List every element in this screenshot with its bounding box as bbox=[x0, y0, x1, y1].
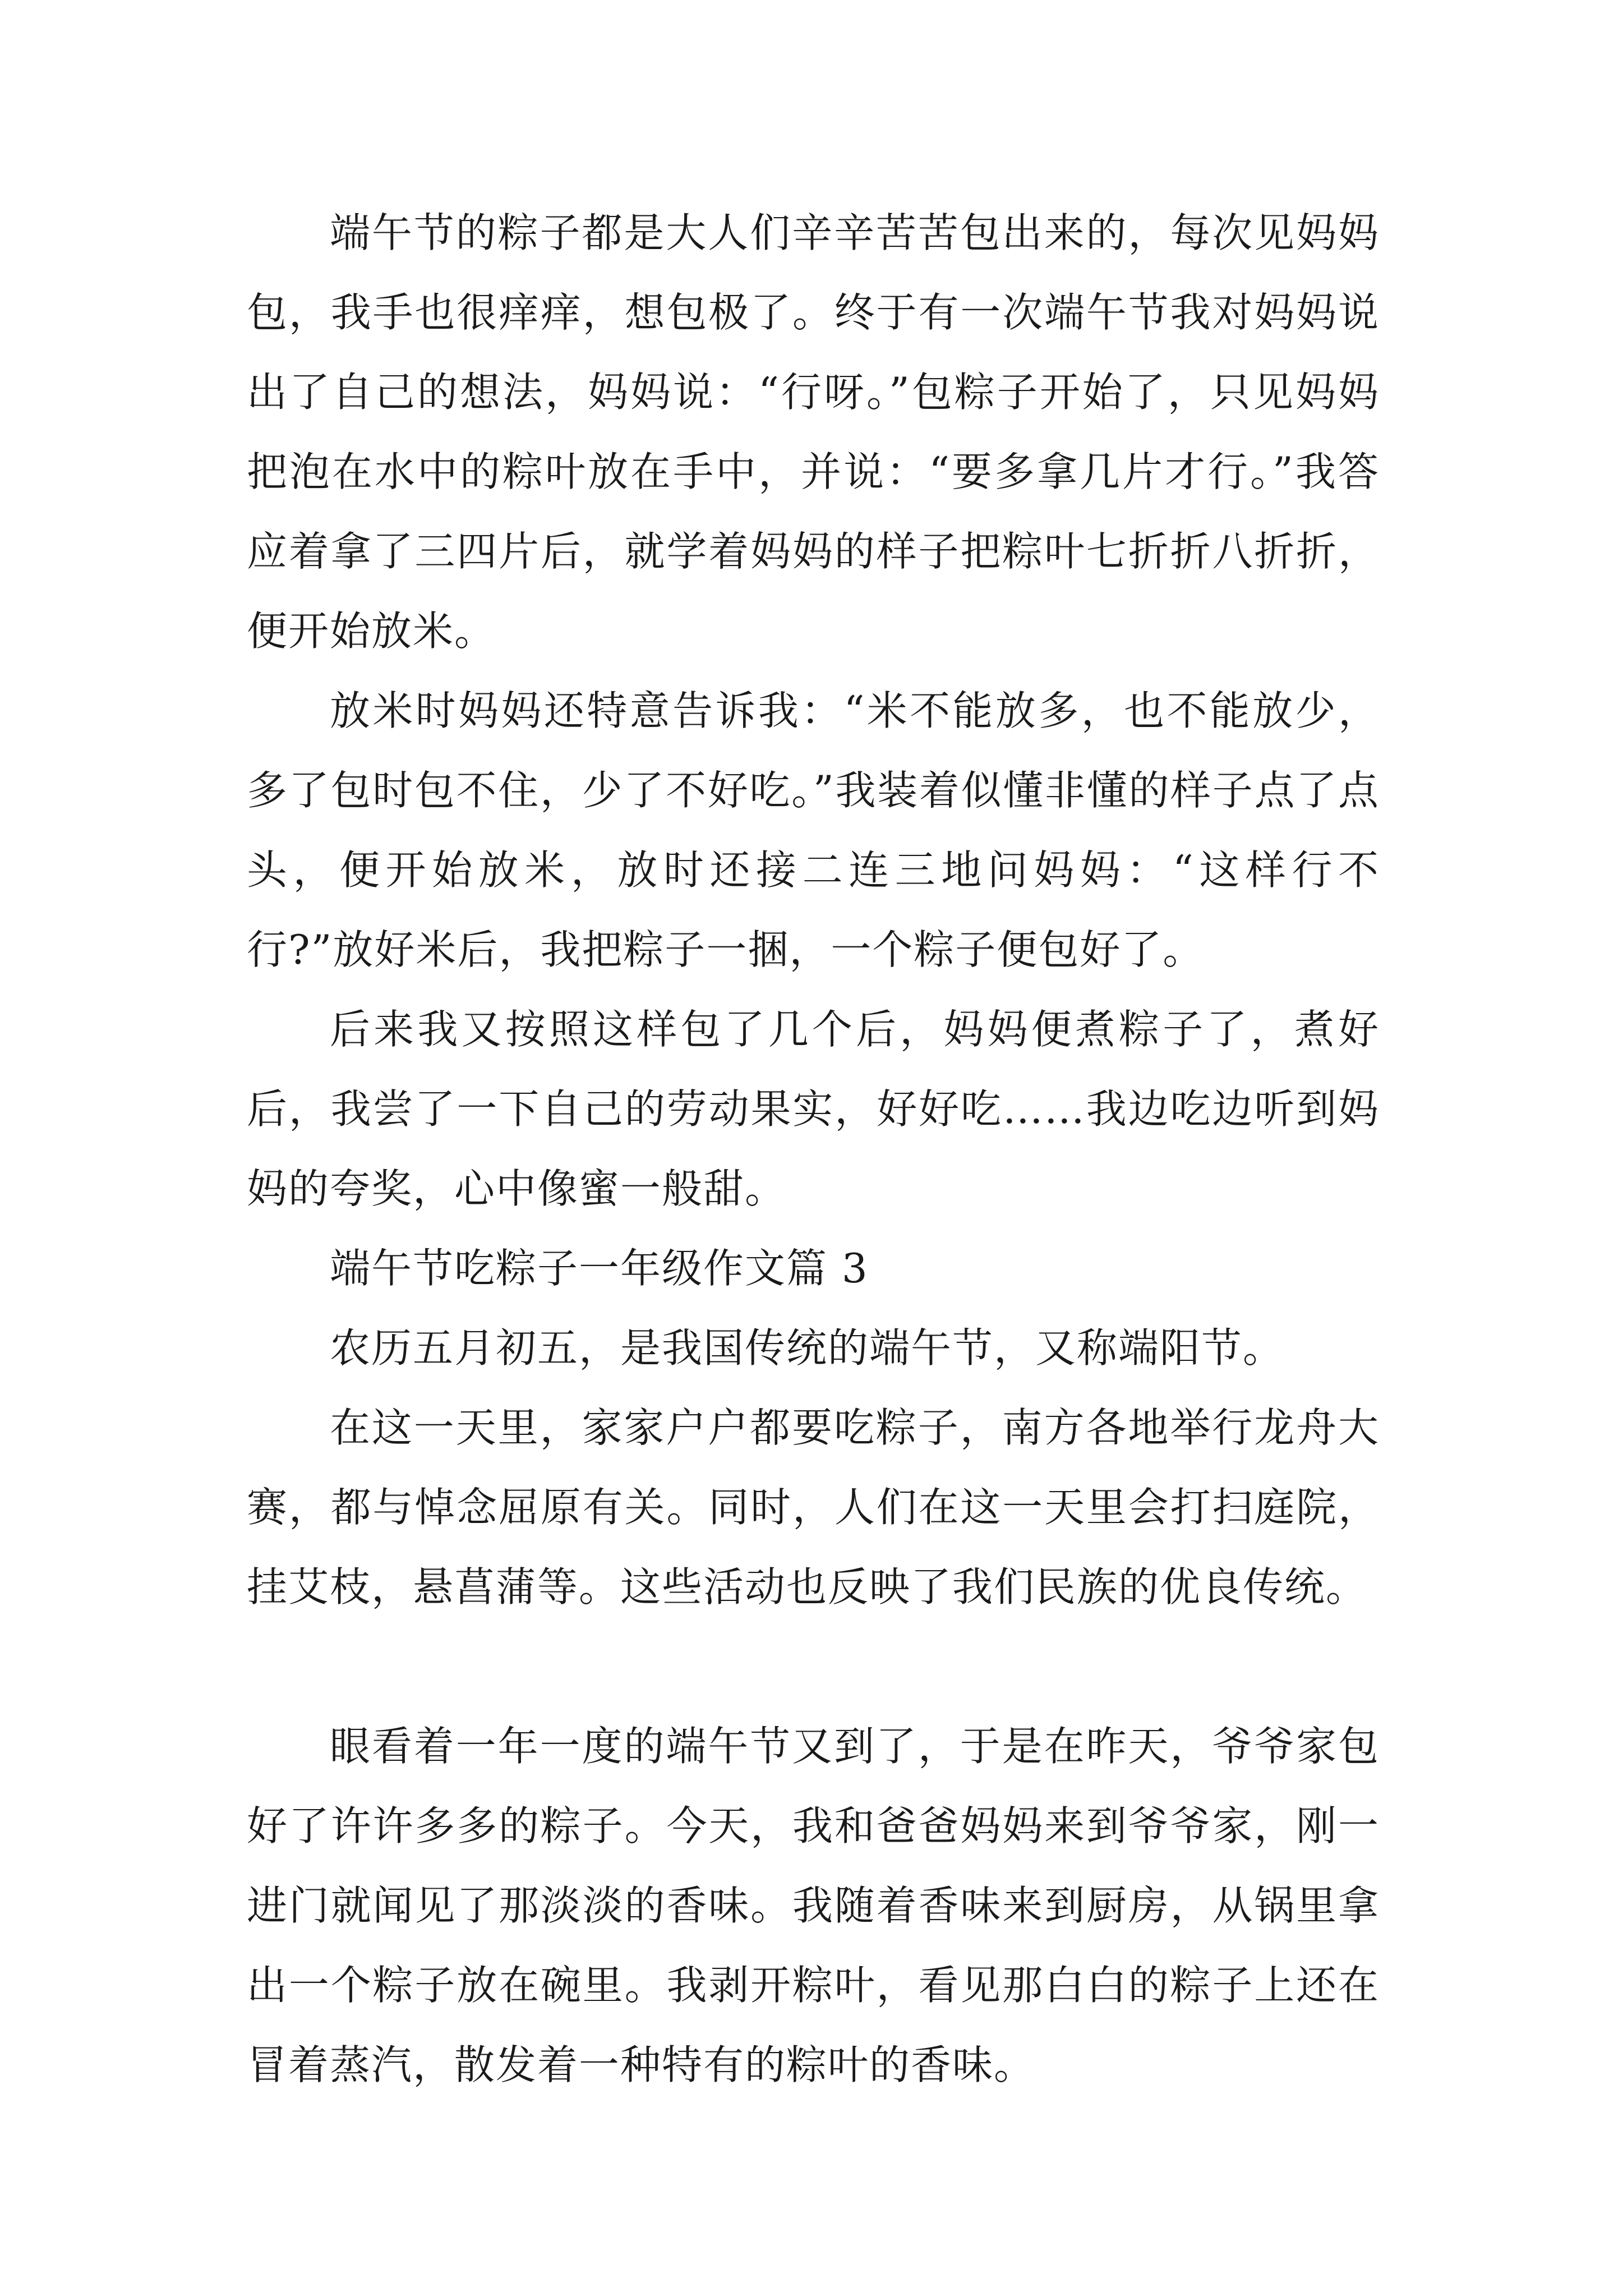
paragraph-3: 后来我又按照这样包了几个后，妈妈便煮粽子了，煮好后，我尝了一下自己的劳动果实，好好吃……我边吃边听到妈妈的夸奖，心中像蜜一般甜。 bbox=[247, 1006, 1380, 1212]
section-heading: 端午节吃粽子一年级作文篇 3 bbox=[330, 1245, 869, 1292]
paragraph-4: 农历五月初五，是我国传统的端午节，又称端阳节。 bbox=[330, 1324, 1285, 1372]
paragraph-2: 放米时妈妈还特意告诉我：“米不能放多，也不能放少，多了包时包不住，少了不好吃。”我装着似懂非懂的样子点了点头，便开始放米，放时还接二连三地问妈妈：“这样行不行?”放好米后，我把粽子一捆，一个粽子便包好了。 bbox=[247, 687, 1380, 973]
paragraph-1: 端午节的粽子都是大人们辛辛苦苦包出来的，每次见妈妈包，我手也很痒痒，想包极了。终于有一次端午节我对妈妈说出了自己的想法，妈妈说：“行呀。”包粽子开始了，只见妈妈把泡在水中的粽叶放在手中，并说：“要多拿几片才行。”我答应着拿了三四片后，就学着妈妈的样子把粽叶七折折八折折，便开始放米。 bbox=[247, 209, 1380, 655]
paragraph-5: 在这一天里，家家户户都要吃粽子，南方各地举行龙舟大赛，都与悼念屈原有关。同时，人们在这一天里会打扫庭院，挂艾枝，悬菖蒲等。这些活动也反映了我们民族的优良传统。 bbox=[247, 1404, 1380, 1611]
paragraph-6: 眼看着一年一度的端午节又到了，于是在昨天，爷爷家包好了许许多多的粽子。今天，我和爸爸妈妈来到爷爷家，刚一进门就闻见了那淡淡的香味。我随着香味来到厨房，从锅里拿出一个粽子放在碗里。我剥开粽叶，看见那白白的粽子上还在冒着蒸汽，散发着一种特有的粽叶的香味。 bbox=[247, 1723, 1380, 2088]
